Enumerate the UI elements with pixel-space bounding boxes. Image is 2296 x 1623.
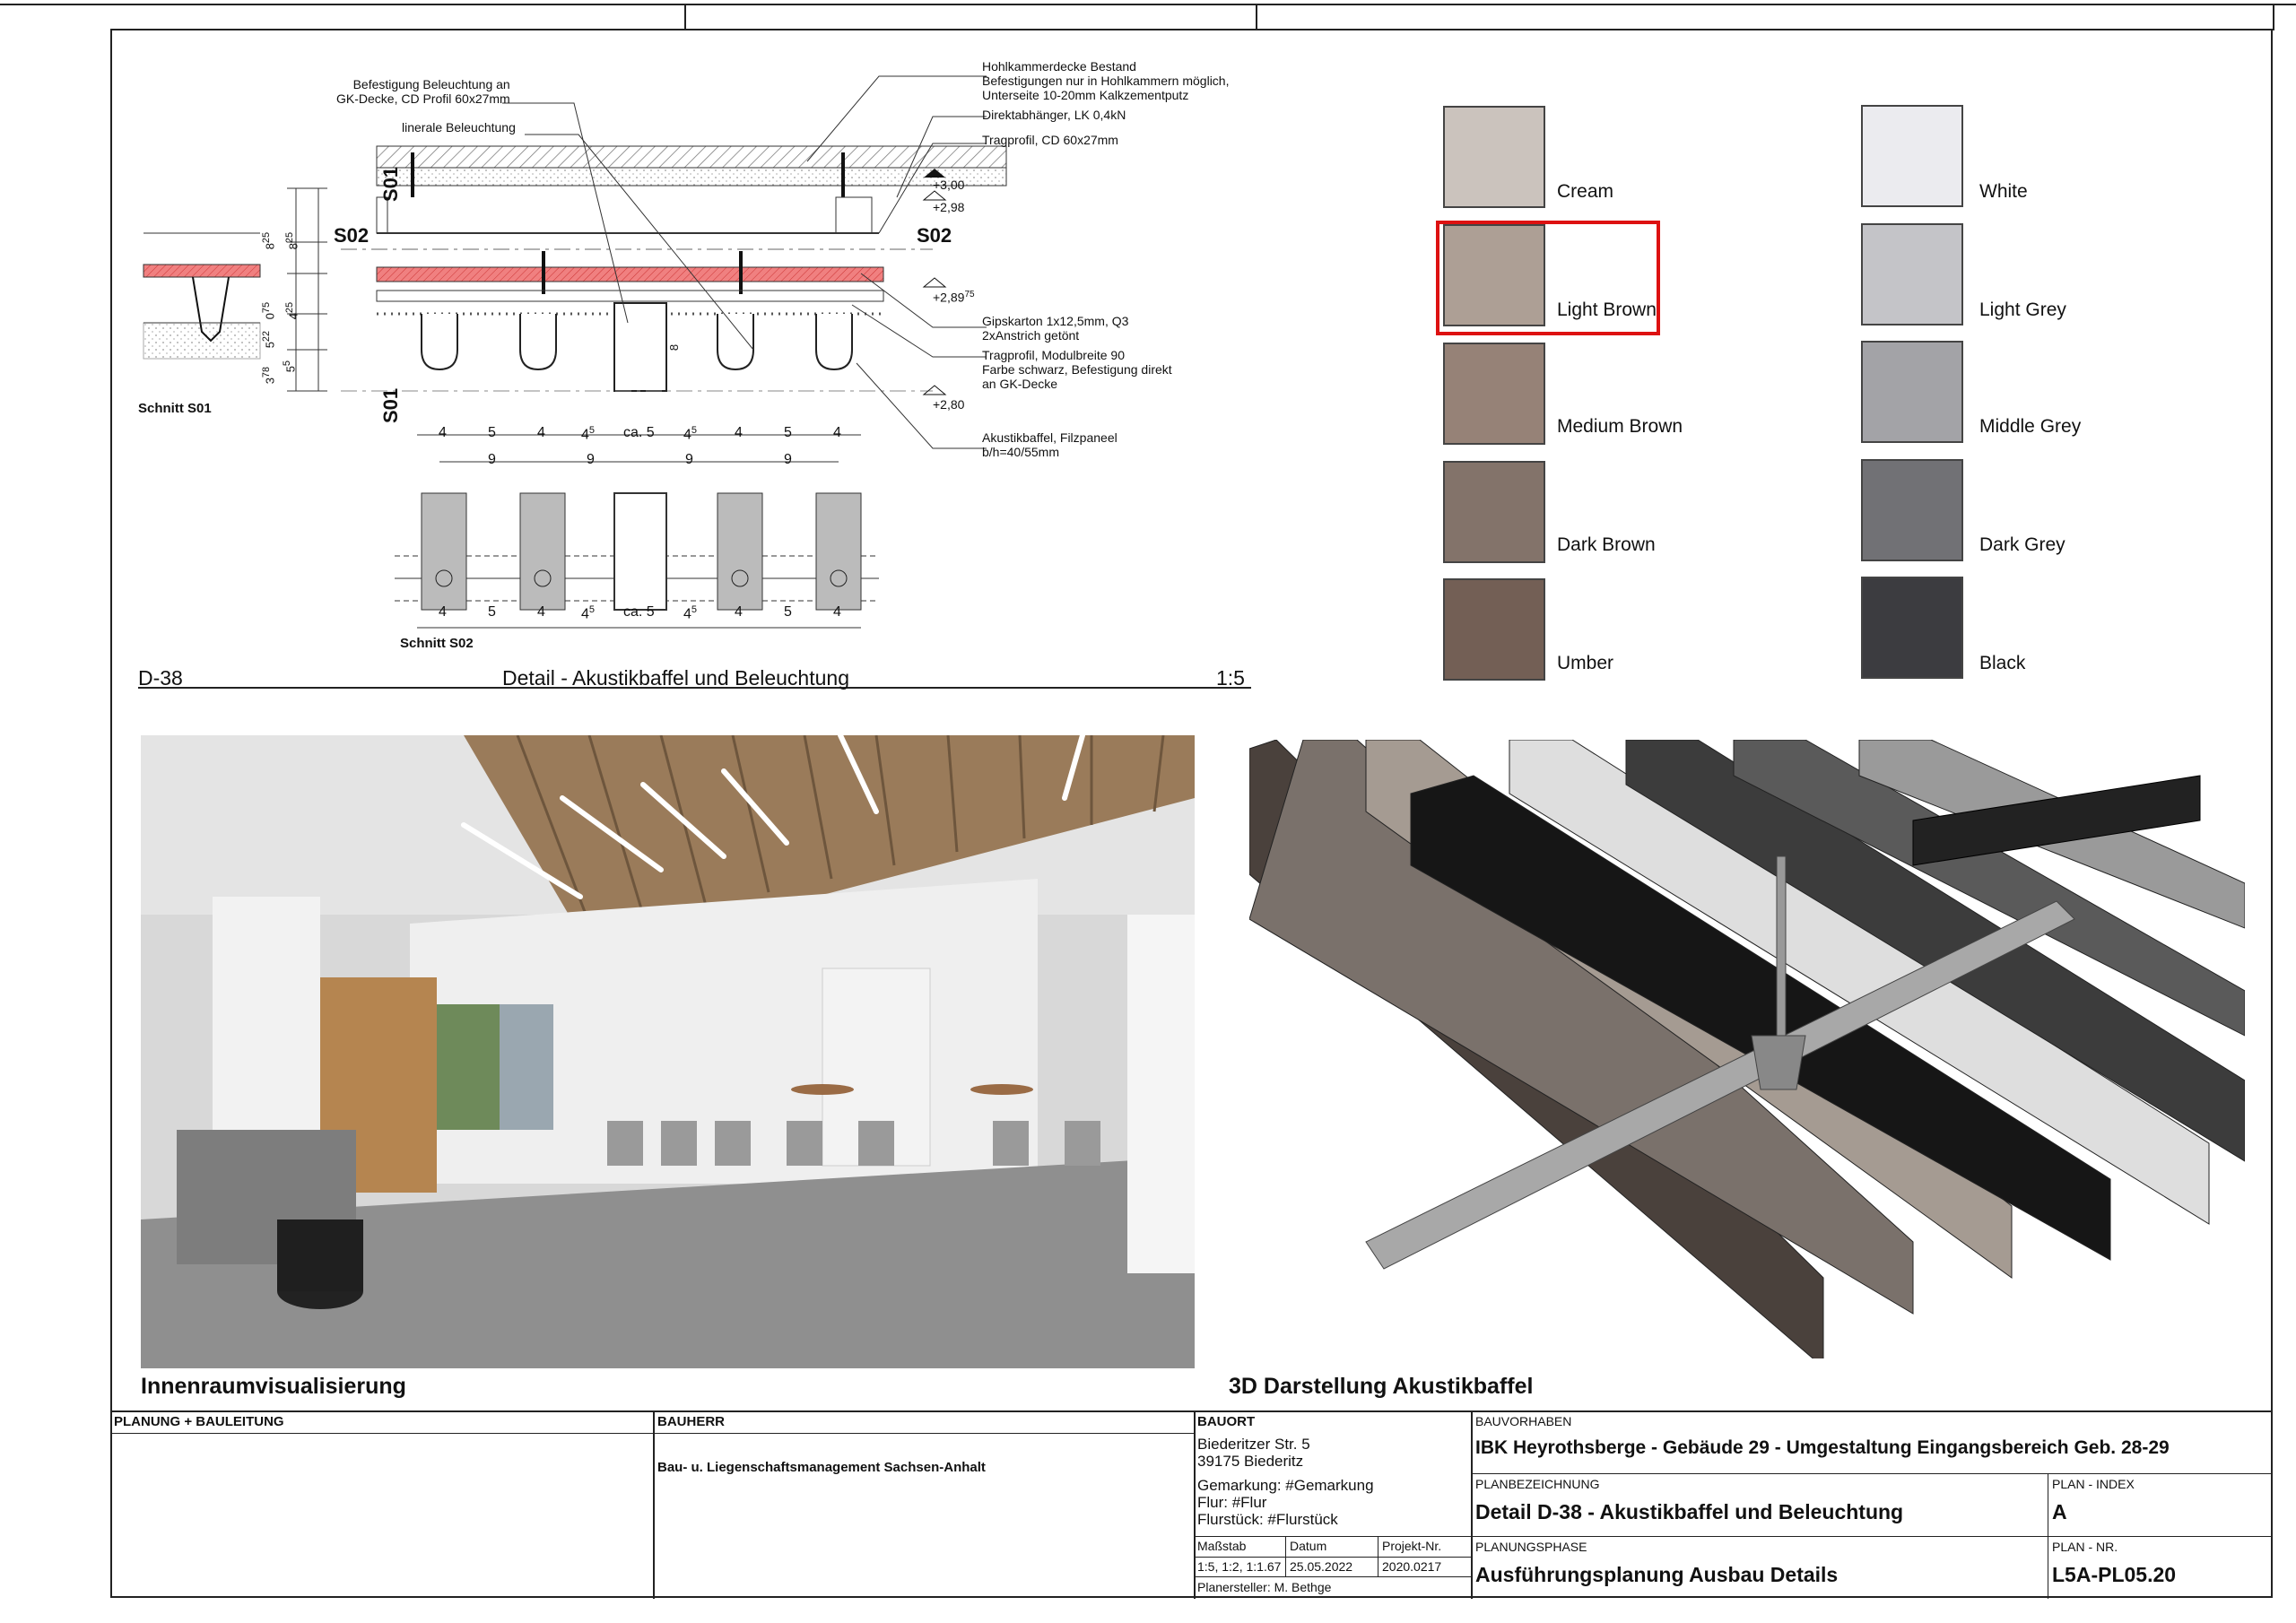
annotation-gipskarton: Gipskarton 1x12,5mm, Q3 2xAnstrich getönt	[982, 314, 1129, 343]
sheet-divider	[2273, 4, 2274, 30]
hdim-8: 5	[784, 425, 792, 440]
tb-bauort-label: BAUORT	[1197, 1414, 1256, 1429]
detail-drawing	[126, 54, 1283, 699]
swatch-label-black: Black	[1979, 653, 2026, 673]
swatch-middle-grey	[1861, 341, 1963, 443]
swatch-label-dark-brown: Dark Brown	[1557, 534, 1656, 555]
tb-planindex-label: PLAN - INDEX	[2052, 1477, 2135, 1491]
vdim-0-75: $0^{75}$	[260, 302, 277, 320]
s02-dim-3: 4	[537, 604, 545, 620]
annotation-hohlkammerdecke: Hohlkammerdecke Bestand Befestigungen nur in Hohlkammern möglich, Unterseite 10-20mm Kalkzementputz	[982, 59, 1230, 102]
selected-swatch-highlight	[1436, 221, 1660, 335]
annotation-tragprofil-cd: Tragprofil, CD 60x27mm	[982, 133, 1118, 147]
hdim-4: $4^5$	[581, 425, 596, 443]
hdim-9-a: 9	[488, 452, 496, 467]
sheet-divider	[684, 4, 686, 30]
swatch-label-medium-brown: Medium Brown	[1557, 416, 1683, 437]
vdim-8-25-a: $8^{25}$	[260, 232, 277, 250]
annotation-befestigung: Befestigung Beleuchtung an GK-Decke, CD Profil 60x27mm	[336, 77, 510, 106]
sheet-divider	[1256, 4, 1257, 30]
swatch-label-umber: Umber	[1557, 653, 1614, 673]
detail-scale: 1:5	[1216, 666, 1245, 690]
swatch-umber	[1443, 578, 1545, 681]
tb-planung-label: PLANUNG + BAULEITUNG	[114, 1414, 284, 1429]
annotation-akustikbaffel: Akustikbaffel, Filzpaneel b/h=40/55mm	[982, 430, 1118, 459]
hdim-9-d: 9	[784, 452, 792, 467]
swatch-white	[1861, 105, 1963, 207]
tb-bauherr-label: BAUHERR	[657, 1414, 725, 1429]
level-3-00: +3,00	[933, 178, 965, 192]
vdim-4-25: $4^{25}$	[283, 302, 300, 320]
tb-plannr-label: PLAN - NR.	[2052, 1540, 2118, 1554]
level-2-98: +2,98	[933, 200, 965, 214]
swatch-light-grey	[1861, 223, 1963, 325]
hdim-ca5: ca. 5	[623, 425, 655, 440]
section-mark-s01-bottom: S01	[379, 387, 402, 423]
swatch-medium-brown	[1443, 343, 1545, 445]
hdim-9-b: 9	[587, 452, 595, 467]
s02-dim-ca5: ca. 5	[623, 604, 655, 620]
label-schnitt-s02: Schnitt S02	[400, 636, 474, 651]
swatch-dark-grey	[1861, 459, 1963, 561]
vdim-8-25-b: $8^{25}$	[283, 232, 300, 250]
hdim-3: 4	[537, 425, 545, 440]
swatch-label-dark-grey: Dark Grey	[1979, 534, 2066, 555]
hdim-6: $4^5$	[683, 425, 698, 443]
tb-massstab-value: 1:5, 1:2, 1:1.67	[1197, 1559, 1282, 1574]
s02-dim-9: 4	[833, 604, 841, 620]
tb-massstab-label: Maßstab	[1197, 1539, 1247, 1553]
s02-dim-4: $4^5$	[581, 604, 596, 622]
annotation-direktabhaenger: Direktabhänger, LK 0,4kN	[982, 108, 1126, 122]
tb-phase-value: Ausführungsplanung Ausbau Details	[1475, 1563, 1839, 1586]
s02-dim-8: 5	[784, 604, 792, 620]
sheet-top-border	[0, 4, 2296, 5]
tb-plannr-value: L5A-PL05.20	[2052, 1563, 2177, 1586]
annotation-lineare-beleuchtung: linerale Beleuchtung	[402, 120, 516, 135]
section-mark-s01-top: S01	[379, 166, 402, 202]
baffel-3d-image	[1249, 740, 2245, 1358]
detail-code: D-38	[138, 666, 183, 690]
color-palette	[1435, 99, 2242, 690]
level-2-89: $+2,89^{75}$	[933, 290, 975, 305]
tb-datum-label: Datum	[1290, 1539, 1327, 1553]
vdim-3-78: $3^{78}$	[260, 367, 277, 385]
title-block	[110, 1410, 2273, 1599]
swatch-label-light-brown: Light Brown	[1557, 299, 1657, 320]
level-2-80: +2,80	[933, 397, 965, 412]
tb-bauherr-value: Bau- u. Liegenschaftsmanagement Sachsen-Anhalt	[657, 1460, 986, 1475]
hdim-9: 4	[833, 425, 841, 440]
section-mark-s02-right: S02	[917, 224, 952, 247]
swatch-cream	[1443, 106, 1545, 208]
caption-interior: Innenraumvisualisierung	[141, 1374, 406, 1399]
hdim-2: 5	[488, 425, 496, 440]
label-schnitt-s01: Schnitt S01	[138, 401, 212, 416]
tb-planbez-value: Detail D-38 - Akustikbaffel und Beleuchtung	[1475, 1500, 1904, 1523]
s02-dim-1: 4	[439, 604, 447, 620]
swatch-black	[1861, 577, 1963, 679]
vdim-5-22: $5^{22}$	[260, 331, 277, 349]
tb-projekt-value: 2020.0217	[1382, 1559, 1442, 1574]
hdim-1: 4	[439, 425, 447, 440]
tb-bauort-value: Biederitzer Str. 5 39175 Biederitz Gemarkung: #Gemarkung Flur: #Flur Flurstück: #Flurstück	[1197, 1436, 1374, 1528]
tb-bauvorhaben-label: BAUVORHABEN	[1475, 1414, 1572, 1428]
hdim-9-c: 9	[685, 452, 693, 467]
tb-planbez-label: PLANBEZEICHNUNG	[1475, 1477, 1600, 1491]
vdim-8: 8	[667, 343, 682, 352]
swatch-dark-brown	[1443, 461, 1545, 563]
annotation-tragprofil-modul: Tragprofil, Modulbreite 90 Farbe schwarz, Befestigung direkt an GK-Decke	[982, 348, 1172, 391]
swatch-label-white: White	[1979, 181, 2028, 202]
swatch-label-cream: Cream	[1557, 181, 1614, 202]
tb-planersteller: Planersteller: M. Bethge	[1197, 1580, 1332, 1594]
s02-dim-6: $4^5$	[683, 604, 698, 622]
swatch-label-middle-grey: Middle Grey	[1979, 416, 2082, 437]
section-mark-s02-left: S02	[334, 224, 370, 247]
s02-dim-2: 5	[488, 604, 496, 620]
tb-bauvorhaben-value: IBK Heyrothsberge - Gebäude 29 - Umgestaltung Eingangsbereich Geb. 28-29	[1475, 1437, 2170, 1458]
s02-dim-7: 4	[735, 604, 743, 620]
tb-planindex-value: A	[2052, 1500, 2067, 1523]
hdim-7: 4	[735, 425, 743, 440]
swatch-label-light-grey: Light Grey	[1979, 299, 2066, 320]
vdim-5-5: $5^5$	[281, 360, 298, 373]
caption-baffel3d: 3D Darstellung Akustikbaffel	[1229, 1374, 1534, 1399]
tb-projekt-label: Projekt-Nr.	[1382, 1539, 1442, 1553]
detail-title: Detail - Akustikbaffel und Beleuchtung	[502, 666, 849, 690]
interior-visualization-image	[141, 735, 1195, 1368]
tb-datum-value: 25.05.2022	[1290, 1559, 1353, 1574]
tb-phase-label: PLANUNGSPHASE	[1475, 1540, 1587, 1554]
